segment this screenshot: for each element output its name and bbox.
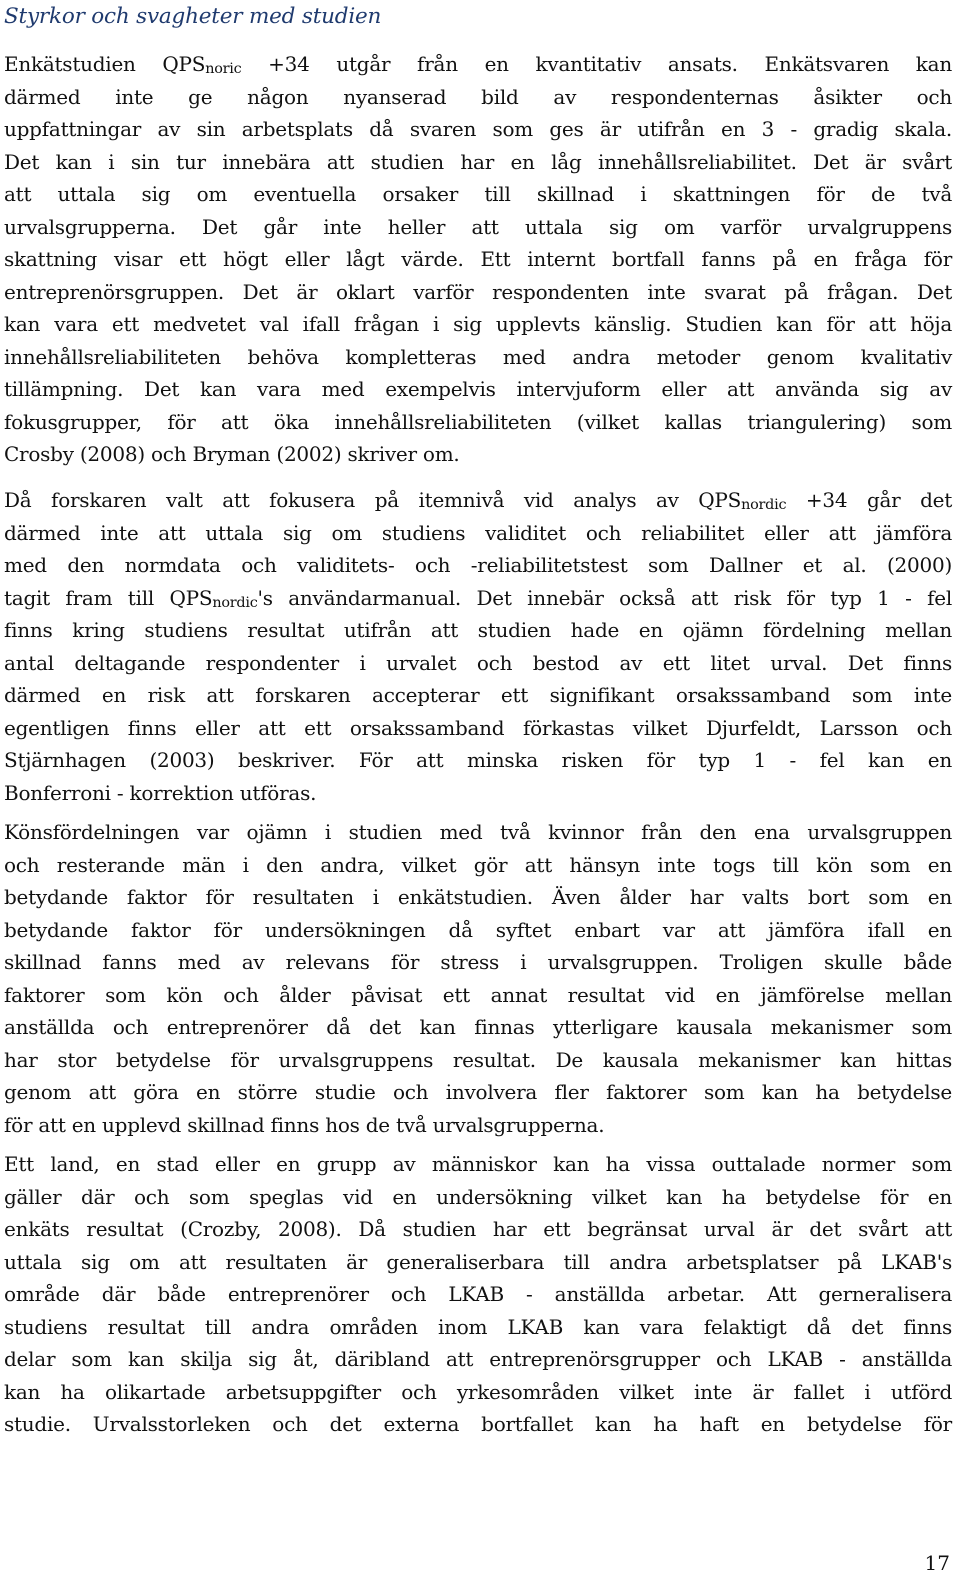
text-line: innehållsreliabiliteten behöva kompletteras med andra metoder genom kvalitativ [4,344,952,369]
text-line: med den normdata och validitets- och -reliabilitetstest som Dallner et al. (2000) [4,553,952,577]
text-line: område där både entreprenörer och LKAB - anställda arbetar. Att gerneralisera [4,1282,952,1306]
text-line: anställda och entreprenörer då det kan finnas ytterligare kausala mekanismer som [4,1015,952,1039]
text-line: Ett land, en stad eller en grupp av människor kan ha vissa outtalade normer som [4,1152,952,1176]
text-line: studie. Urvalsstorleken och det externa bortfallet kan ha haft en betydelse för [4,1412,952,1436]
text-line: betydande faktor för undersökningen då syftet enbart var att jämföra ifall en [4,917,952,942]
text-line: skillnad fanns med av relevans för stress i urvalsgruppen. Troligen skulle både [4,950,952,974]
text-line: faktorer som kön och ålder påvisat ett annat resultat vid en jämförelse mellan [4,982,952,1007]
text-line: har stor betydelse för urvalsgruppens resultat. De kausala mekanismer kan hittas [4,1047,952,1072]
text-line: därmed en risk att forskaren accepterar ett signifikant orsakssamband som inte [4,683,952,707]
text-line: fokusgrupper, för att öka innehållsreliabiliteten (vilket kallas triangulering) som [4,409,952,434]
paragraph-gender-distribution [4,816,952,1141]
page-number: 17 [924,1551,950,1575]
text-line: Crosby (2008) och Bryman (2002) skriver om. [4,442,460,466]
text-line: Stjärnhagen (2003) beskriver. För att minska risken för typ 1 - fel kan en [4,748,952,772]
text-line: finns kring studiens resultat utifrån att studien hade en ojämn fördelning mellan [4,618,952,642]
text-line: och resterande män i den andra, vilket gör att hänsyn inte togs till kön som en [4,852,952,877]
text-line: Könsfördelningen var ojämn i studien med två kvinnor från den ena urvalsgruppen [4,820,952,844]
text-line: antal deltagande respondenter i urvalet och bestod av ett litet urval. Det finns [4,650,952,675]
text-line: genom att göra en större studie och involvera fler faktorer som kan ha betydelse [4,1080,952,1104]
text-line: att uttala sig om eventuella orsaker till skillnad i skattningen för de två [4,182,952,206]
paragraph-generalizability [4,1148,952,1441]
text-line: för att en upplevd skillnad finns hos de två urvalsgrupperna. [4,1112,605,1137]
text-line: uppfattningar av sin arbetsplats då svaren som ges är utifrån en 3 - gradig skala. [4,117,952,141]
text-line: kan vara ett medvetet val ifall frågan i sig upplevts känslig. Studien kan för att höja [4,312,952,336]
text-line: Då forskaren valt att fokusera på itemnivå vid analys av $QPS_{nordic} +34$ går det [4,488,952,514]
text-line: studiens resultat till andra områden inom LKAB kan vara felaktigt då det finns [4,1314,952,1339]
text-line: gäller där och som speglas vid en undersökning vilket kan ha betydelse för en [4,1184,952,1209]
text-line: Bonferroni - korrektion utföras. [4,780,317,805]
text-line: skattning visar ett högt eller lågt värde. Ett internt bortfall fanns på en fråga för [4,247,952,271]
text-line: tillämpning. Det kan vara med exempelvis intervjuform eller att använda sig av [4,377,952,401]
paragraph-strengths-weaknesses [4,48,952,471]
text-line: entreprenörsgruppen. Det är oklart varför respondenten inte svarat på frågan. Det [4,279,952,304]
text-line: Enkätstudien $QPS_{noric} +34$ utgår från en kvantitativ ansats. Enkätsvaren kan [4,52,952,78]
text-line: uttala sig om att resultaten är generaliserbara till andra arbetsplatser på LKAB's [4,1249,952,1274]
text-line: betydande faktor för resultaten i enkätstudien. Även ålder har valts bort som en [4,885,952,909]
text-line: därmed inte ge någon nyanserad bild av respondenternas åsikter och [4,84,952,109]
text-line: delar som kan skilja sig åt, däribland att entreprenörsgrupper och LKAB - anställda [4,1347,952,1371]
text-line: kan ha olikartade arbetsuppgifter och yrkesområden vilket inte är fallet i utförd [4,1379,952,1404]
text-line: egentligen finns eller att ett orsakssamband förkastas vilket Djurfeldt, Larsson och [4,715,952,740]
section-heading: Styrkor och svagheter med studien [4,4,382,29]
text-line: enkäts resultat (Crozby, 2008). Då studien har ett begränsat urval är det svårt att [4,1217,952,1241]
paragraph-item-level-analysis [4,484,952,809]
text-line: därmed inte att uttala sig om studiens validitet och reliabilitet eller att jämföra [4,520,952,545]
text-line: urvalsgrupperna. Det går inte heller att uttala sig om varför urvalgruppens [4,214,952,239]
text-line: Det kan i sin tur innebära att studien har en låg innehållsreliabilitet. Det är svårt [4,149,952,174]
text-line: tagit fram till $QPS_{nordic}'s$ användarmanual. Det innebär också att risk för typ 1 - fel [4,585,953,611]
